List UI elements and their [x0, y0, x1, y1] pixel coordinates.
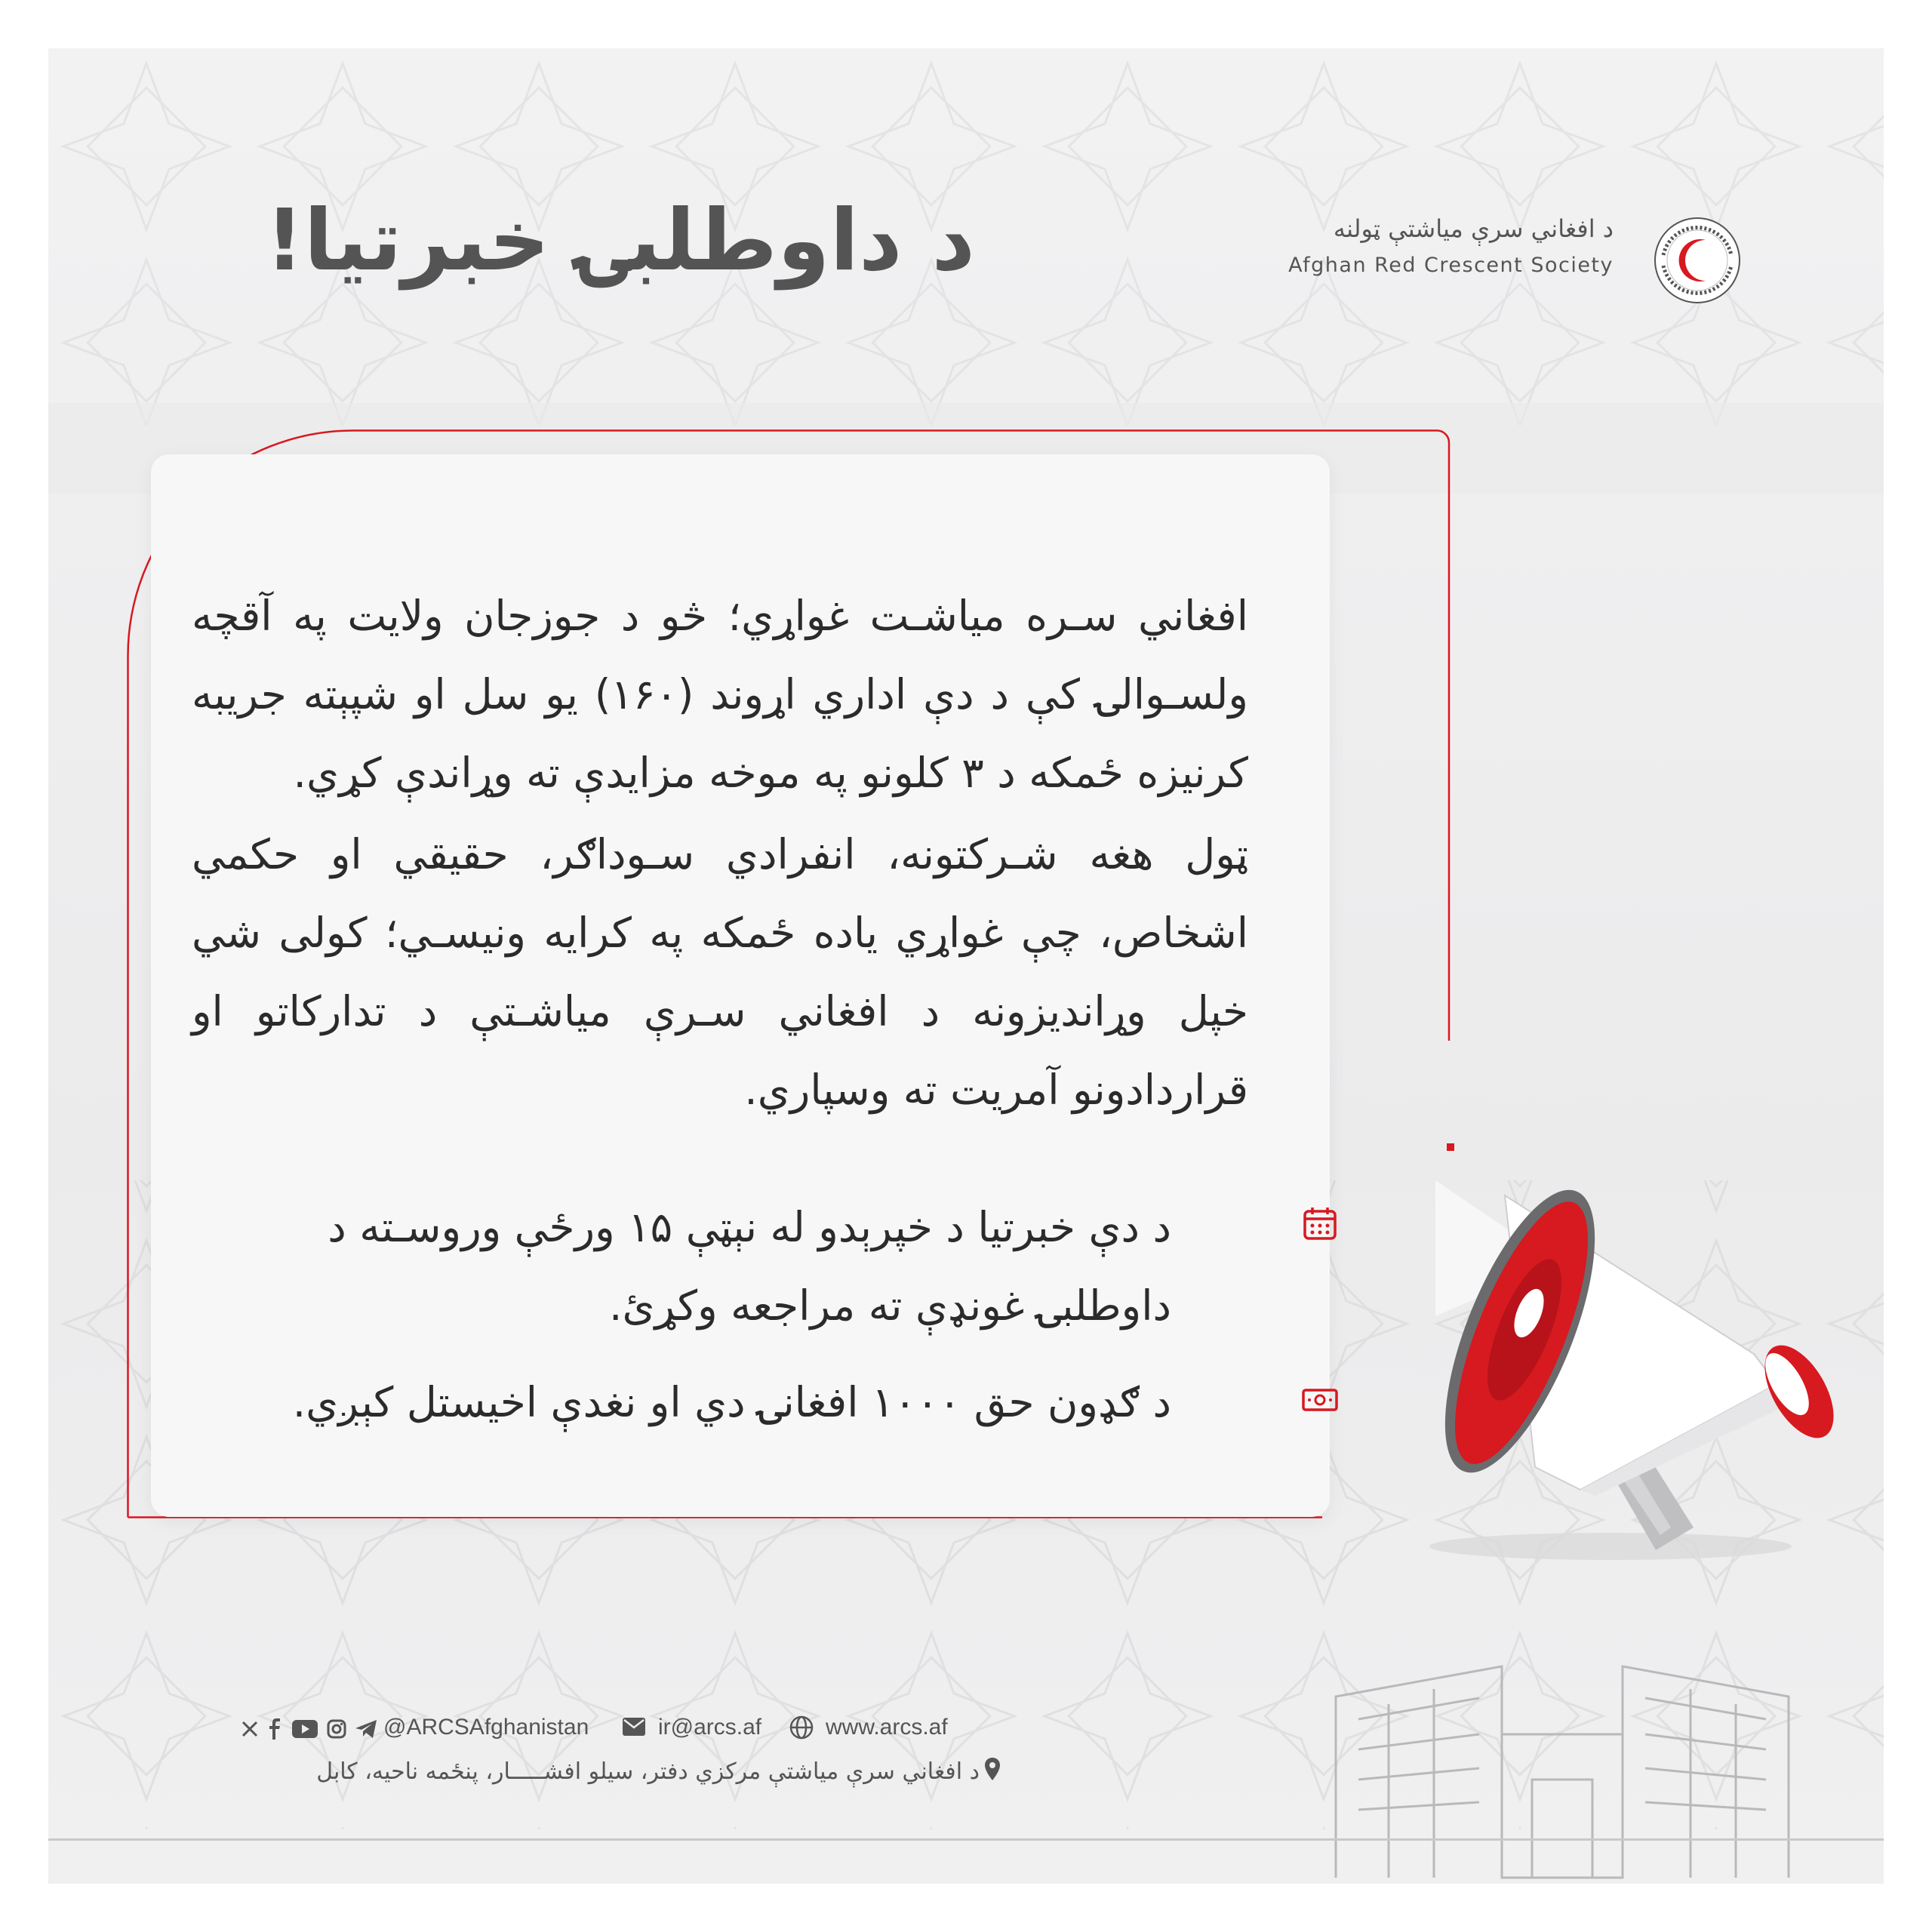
office-address: د افغاني سرې میاشتې مرکزي دفتر، سیلو افشـــــار، پنځمه ناحیه، کابل: [316, 1758, 980, 1785]
footer-baseline: [48, 1838, 1884, 1841]
x-icon[interactable]: [241, 1720, 259, 1738]
megaphone-icon: [1331, 1135, 1860, 1588]
email-icon: [622, 1717, 646, 1737]
bullet-fee: د ګډون حق ۱۰۰۰ افغانۍ دي او نغدې اخیستل کېږي.: [292, 1378, 1171, 1426]
location-pin-icon: [984, 1757, 1001, 1781]
bullet-deadline: د دې خبرتیا د خپرېدو له نېټې ۱۵ ورځې وروسـته د داوطلبۍ غونډې ته مراجعه وکړئ.: [328, 1203, 1171, 1330]
org-name-pashto: د افغاني سرې میاشتې ټولنه: [1333, 214, 1614, 243]
paragraph-eligibility: ټول هغه شـرکتونه، انفرادي سـوداګر، حقیقي او حکمي اشخاص، چې غواړي یاده ځمکه په کرایه ونیسـي؛ کولی شي خپل وړاندیزونه د افغاني سـرې میاشـتې د تدارکاتو او قراردادونو آمریت ته وسپاري.: [192, 830, 1248, 1114]
youtube-icon[interactable]: [292, 1720, 318, 1738]
facebook-icon[interactable]: [268, 1718, 281, 1740]
website-link[interactable]: www.arcs.af: [826, 1715, 948, 1740]
social-handle[interactable]: @ARCSAfghanistan: [383, 1715, 589, 1740]
telegram-icon[interactable]: [355, 1720, 377, 1738]
building-illustration: [1328, 1651, 1796, 1884]
org-name-english: Afghan Red Crescent Society: [1288, 254, 1614, 277]
paragraph-announcement: افغاني سـره میاشـت غواړي؛ څو د جوزجان ولایت په آقچه ولسـوالۍ کې د دې اداري اړوند (۱۶۰) یو سل او شپېته جریبه کرنیزه ځمکه د ۳ کلونو په موخه مزایدې ته وړاندې کړي.: [192, 592, 1248, 797]
instagram-icon[interactable]: [327, 1719, 346, 1739]
red-crescent-logo: [1653, 216, 1742, 305]
poster-canvas: [48, 48, 1884, 1884]
globe-icon: [789, 1715, 814, 1740]
page-title: د داوطلبۍ خبرتیا!: [265, 192, 975, 290]
email-link[interactable]: ir@arcs.af: [658, 1715, 762, 1740]
